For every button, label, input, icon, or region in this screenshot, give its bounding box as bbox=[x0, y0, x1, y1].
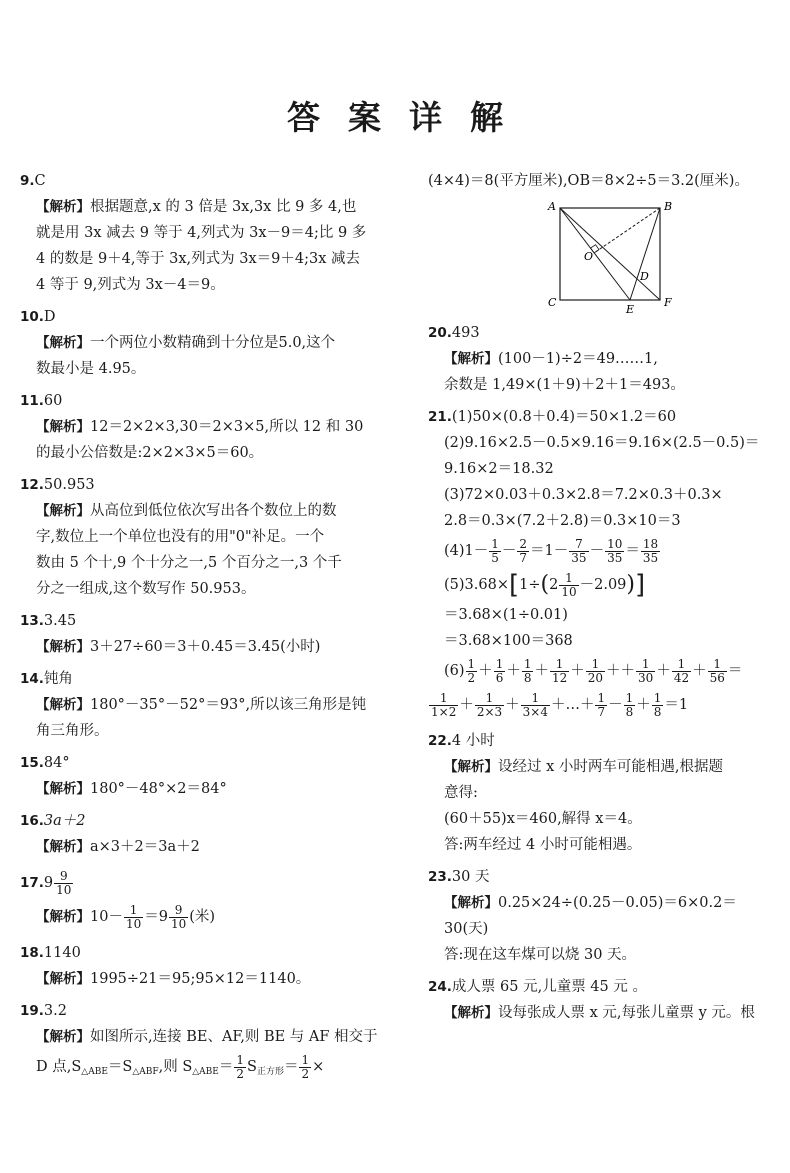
answer: 84° bbox=[43, 755, 70, 771]
analysis-text: (60＋55)x＝460,解得 x＝4。 bbox=[444, 811, 642, 827]
analysis-tag: 【 解析 】 bbox=[444, 895, 498, 911]
analysis-text: 4 的数是 9＋4,等于 3x,列式为 3x＝9＋4;3x 减去 bbox=[36, 251, 360, 267]
label-b: B bbox=[664, 200, 673, 213]
math-line-6b: $\frac{1}{1\times 2}$ ＋ $\frac{1}{2\times 3}$ ＋ $\frac{1}{3\times 4}$ ＋…＋ $\frac{1}{7}$ － $\frac{1}{8}$ ＋ $\frac{1}{8}$ ＝1 bbox=[431, 690, 689, 719]
question-number: 12. bbox=[20, 477, 44, 493]
analysis-text: (1)50×(0.8＋0.4)＝50×1.2＝60 bbox=[451, 409, 677, 425]
analysis-text: (100－1)÷2＝49……1, bbox=[498, 351, 658, 367]
fraction: $\frac{1}{2}$ bbox=[467, 656, 476, 685]
label-d: D bbox=[640, 270, 649, 283]
fraction: $\frac{1}{10}$ bbox=[561, 570, 577, 599]
analysis-tag: 【 解析 】 bbox=[444, 1005, 498, 1021]
question-number: 20. bbox=[428, 325, 452, 341]
question-9 bbox=[20, 168, 365, 298]
analysis-text: 字,数位上一个单位也没有的用"0"补足。一个 bbox=[36, 529, 325, 545]
fraction: $\frac{2}{7}$ bbox=[519, 536, 528, 565]
answer: 60 bbox=[43, 393, 63, 409]
label-e: E bbox=[626, 303, 635, 316]
analysis-text: 3＋27÷60＝3＋0.45＝3.45(小时) bbox=[90, 639, 321, 655]
math-line-4: (4)1－ $\frac{1}{5}$ － $\frac{2}{7}$ ＝1－ $\frac{7}{35}$ － $\frac{10}{35}$ ＝ $\frac{18}{35}$ bbox=[444, 536, 659, 565]
question-15 bbox=[20, 750, 365, 802]
answer: 3a＋2 bbox=[43, 813, 86, 829]
fraction: $\frac{1}{8}$ bbox=[625, 690, 634, 719]
analysis-text: 一个两位小数精确到十分位是5.0,这个 bbox=[90, 335, 336, 351]
geometry-figure bbox=[538, 198, 678, 316]
answer: 3.2 bbox=[43, 1003, 67, 1019]
math-line-5: (5)3.68×[1÷(2 $\frac{1}{10}$ －2.09)] bbox=[444, 570, 646, 600]
answer-whole: 9 bbox=[43, 875, 54, 891]
question-number: 21. bbox=[428, 409, 452, 425]
analysis-text: 意得: bbox=[444, 785, 478, 801]
fraction: $\frac{1}{20}$ bbox=[587, 656, 604, 685]
fraction: $\frac{1}{2}$ bbox=[301, 1052, 310, 1081]
question-number: 18. bbox=[20, 945, 44, 961]
analysis-tag: 【 解析 】 bbox=[444, 759, 498, 775]
line-ae bbox=[560, 208, 630, 300]
math-text: (米) bbox=[189, 909, 216, 925]
analysis-tag: 【 解析 】 bbox=[36, 419, 90, 435]
page-title: 答案详解 bbox=[287, 98, 531, 137]
answer: 30 天 bbox=[451, 869, 490, 885]
analysis-text: 如图所示,连接 BE、AF,则 BE 与 AF 相交于 bbox=[90, 1029, 378, 1045]
analysis-text: 答:现在这车煤可以烧 30 天。 bbox=[444, 947, 637, 963]
answer: 3.45 bbox=[43, 613, 77, 629]
fraction: $\frac{1}{1\times 2}$ bbox=[431, 690, 457, 719]
analysis-text: (3)72×0.03＋0.3×2.8＝7.2×0.3＋0.3× bbox=[444, 487, 723, 503]
analysis-text: 设每张成人票 x 元,每张儿童票 y 元。根 bbox=[498, 1005, 755, 1021]
math-text: ＝9 bbox=[144, 909, 168, 925]
question-17 bbox=[20, 866, 365, 934]
analysis-text: ＝3.68×(1÷0.01) bbox=[444, 607, 568, 623]
analysis-tag: 【 解析 】 bbox=[444, 351, 498, 367]
analysis-tag: 【 解析 】 bbox=[36, 335, 90, 351]
analysis-tag: 【 解析 】 bbox=[36, 697, 90, 713]
analysis-tag: 【 解析 】 bbox=[36, 909, 90, 925]
question-number: 17. bbox=[20, 875, 44, 891]
question-21 bbox=[428, 404, 768, 722]
math-text: 10－ bbox=[90, 909, 123, 925]
answer: D bbox=[43, 309, 56, 325]
analysis-text: ＝3.68×100＝368 bbox=[444, 633, 573, 649]
analysis-tag: 【 解析 】 bbox=[36, 1029, 90, 1045]
answer: C bbox=[34, 173, 46, 189]
fraction: $\frac{1}{2\times 3}$ bbox=[476, 690, 503, 719]
question-12 bbox=[20, 472, 365, 602]
analysis-text: 0.25×24÷(0.25－0.05)＝6×0.2＝ bbox=[498, 895, 737, 911]
analysis-text: 4 等于 9,列式为 3x－4＝9。 bbox=[36, 277, 225, 293]
question-19 bbox=[20, 998, 378, 1089]
left-column bbox=[20, 168, 378, 1095]
analysis-text: 2.8＝0.3×(7.2＋2.8)＝0.3×10＝3 bbox=[444, 513, 681, 529]
question-number: 16. bbox=[20, 813, 44, 829]
right-column bbox=[428, 168, 768, 1032]
label-c: C bbox=[548, 296, 557, 309]
analysis-tag: 【 解析 】 bbox=[36, 839, 90, 855]
analysis-tag: 【 解析 】 bbox=[36, 503, 90, 519]
analysis-text: 分之一组成,这个数写作 50.953。 bbox=[36, 581, 256, 597]
fraction: $\frac{1}{3\times 4}$ bbox=[522, 690, 548, 719]
fraction: $\frac{9}{10}$ bbox=[170, 902, 187, 931]
analysis-tag: 【 解析 】 bbox=[36, 971, 90, 987]
analysis-text: 的最小公倍数是:2×2×3×5＝60。 bbox=[36, 445, 264, 461]
answer: 4 小时 bbox=[451, 733, 495, 749]
question-10 bbox=[20, 304, 365, 382]
fraction: $\frac{10}{35}$ bbox=[607, 536, 623, 565]
analysis-text: 从高位到低位依次写出各个数位上的数 bbox=[90, 503, 337, 519]
answer: 钝角 bbox=[43, 671, 73, 687]
fraction: $\frac{1}{30}$ bbox=[638, 656, 654, 685]
analysis-text: (2)9.16×2.5－0.5×9.16＝9.16×(2.5－0.5)＝ bbox=[444, 435, 760, 451]
analysis-text: 余数是 1,49×(1＋9)＋2＋1＝493。 bbox=[444, 377, 685, 393]
answer: 50.953 bbox=[43, 477, 95, 493]
analysis-text: 1995÷21＝95;95×12＝1140。 bbox=[90, 971, 311, 987]
question-number: 24. bbox=[428, 979, 452, 995]
fraction: $\frac{1}{56}$ bbox=[709, 656, 725, 685]
answer: 1140 bbox=[43, 945, 81, 961]
label-o: O bbox=[584, 250, 594, 263]
question-20 bbox=[428, 320, 768, 398]
analysis-text: 答:两车经过 4 小时可能相遇。 bbox=[444, 837, 642, 853]
fraction: $\frac{1}{8}$ bbox=[653, 690, 662, 719]
analysis-text: D 点$,S_{\triangle ABE}=S_{\triangle ABF}$,则 $S_{\triangle ABE}=$ $\frac{1}{2}$ $S_{正方形}=$ $\frac{1}{2}$ × bbox=[36, 1052, 325, 1081]
question-number: 14. bbox=[20, 671, 44, 687]
fraction: $\frac{18}{35}$ bbox=[642, 536, 659, 565]
analysis-text: 180°－35°－52°＝93°,所以该三角形是钝 bbox=[90, 697, 367, 713]
fraction: $\frac{1}{42}$ bbox=[673, 656, 690, 685]
question-number: 13. bbox=[20, 613, 44, 629]
question-number: 22. bbox=[428, 733, 452, 749]
analysis-tag: 【 解析 】 bbox=[36, 639, 90, 655]
fraction: $\frac{1}{10}$ bbox=[125, 902, 142, 931]
question-13 bbox=[20, 608, 365, 660]
analysis-text: 9.16×2＝18.32 bbox=[444, 461, 554, 477]
question-number: 11. bbox=[20, 393, 44, 409]
question-number: 15. bbox=[20, 755, 44, 771]
question-14 bbox=[20, 666, 365, 744]
analysis-text: 30(天) bbox=[444, 921, 489, 937]
analysis-text: 设经过 x 小时两车可能相遇,根据题 bbox=[498, 759, 724, 775]
label-f: F bbox=[664, 296, 672, 309]
analysis-text: (4×4)＝8(平方厘米),OB＝8×2÷5＝3.2(厘米)。 bbox=[428, 173, 749, 189]
analysis-text: a×3＋2＝3a＋2 bbox=[90, 839, 200, 855]
question-number: 9. bbox=[20, 173, 35, 189]
analysis-tag: 【 解析 】 bbox=[36, 781, 90, 797]
question-18 bbox=[20, 940, 365, 992]
fraction: $\frac{1}{12}$ bbox=[551, 656, 568, 685]
question-16 bbox=[20, 808, 365, 860]
question-24 bbox=[428, 974, 768, 1026]
analysis-text: 数由 5 个十,9 个十分之一,5 个百分之一,3 个千 bbox=[36, 555, 342, 571]
fraction: $\frac{1}{7}$ bbox=[597, 690, 606, 719]
analysis-text: 就是用 3x 减去 9 等于 4,列式为 3x－9＝4;比 9 多 bbox=[36, 225, 367, 241]
analysis-text: 根据题意,x 的 3 倍是 3x,3x 比 9 多 4,也 bbox=[90, 199, 357, 215]
analysis-text: 数最小是 4.95。 bbox=[36, 361, 146, 377]
question-11 bbox=[20, 388, 365, 466]
fraction: $\frac{1}{6}$ bbox=[495, 656, 504, 685]
line-bo bbox=[594, 208, 660, 253]
label-a: A bbox=[548, 200, 556, 213]
question-number: 10. bbox=[20, 309, 44, 325]
fraction: $\frac{1}{8}$ bbox=[523, 656, 532, 685]
fraction: $\frac{1}{2}$ bbox=[236, 1052, 245, 1081]
question-number: 19. bbox=[20, 1003, 44, 1019]
fraction: $\frac{7}{35}$ bbox=[571, 536, 587, 565]
analysis-text: 180°－48°×2＝84° bbox=[90, 781, 227, 797]
question-23 bbox=[428, 864, 768, 968]
question-22 bbox=[428, 728, 768, 858]
question-number: 23. bbox=[428, 869, 452, 885]
math-line-6: (6) $\frac{1}{2}$ ＋ $\frac{1}{6}$ ＋ $\frac{1}{8}$ ＋ $\frac{1}{12}$ ＋ $\frac{1}{20}$ ＋＋ $\frac{1}{30}$ ＋ $\frac{1}{42}$ ＋ $\frac{1}{56}$ ＝ bbox=[444, 656, 743, 685]
analysis-text: 角三角形。 bbox=[36, 723, 109, 739]
answer-fraction: $\frac{9}{10}$ bbox=[56, 868, 72, 897]
answer: 493 bbox=[451, 325, 480, 341]
analysis-tag: 【 解析 】 bbox=[36, 199, 90, 215]
answer: 成人票 65 元,儿童票 45 元 。 bbox=[451, 979, 647, 995]
fraction: $\frac{1}{5}$ bbox=[491, 536, 499, 565]
analysis-text: 12＝2×2×3,30＝2×3×5,所以 12 和 30 bbox=[90, 419, 364, 435]
